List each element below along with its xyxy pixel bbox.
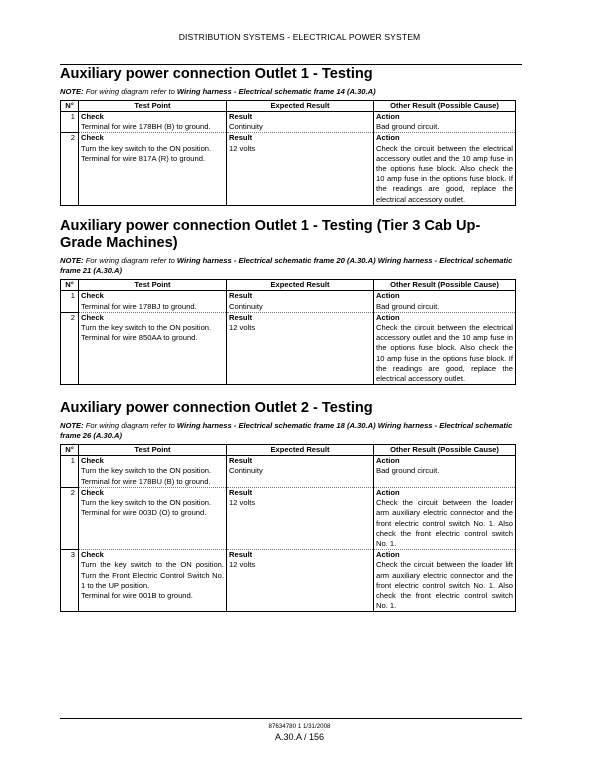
result-label: Result bbox=[229, 111, 253, 121]
test-point-text: Turn the key switch to the ON position. bbox=[81, 322, 212, 332]
section-title: Auxiliary power connection Outlet 1 - Testing bbox=[60, 66, 373, 82]
step-number: 2 bbox=[61, 133, 79, 205]
action-label: Action bbox=[376, 291, 400, 301]
test-table bbox=[60, 444, 516, 612]
action-text: Bad ground circuit. bbox=[376, 466, 440, 476]
result-label: Result bbox=[229, 312, 253, 322]
test-point-cell bbox=[79, 291, 227, 312]
table-row bbox=[61, 312, 516, 384]
other-result-cell bbox=[374, 111, 516, 132]
col-header-number: N° bbox=[61, 445, 79, 456]
table-row bbox=[61, 487, 516, 549]
section-note bbox=[60, 87, 522, 97]
result-text: 12 volts bbox=[229, 322, 256, 332]
table-row bbox=[61, 456, 516, 488]
col-header-expected-result: Expected Result bbox=[227, 100, 374, 111]
result-label: Result bbox=[229, 550, 253, 560]
test-point-text: Terminal for wire 178BH (B) to ground. bbox=[81, 122, 211, 132]
check-label: Check bbox=[81, 111, 104, 121]
action-label: Action bbox=[376, 312, 400, 322]
test-point-cell bbox=[79, 550, 227, 612]
note-reference-link[interactable]: Wiring harness - Electrical schematic frame 18 (A.30.A) Wiring harness - Electrical schematic frame 26 (A.30.A) bbox=[60, 420, 513, 440]
test-point-cell bbox=[79, 487, 227, 549]
table-header-row bbox=[61, 445, 516, 456]
action-text: Check the circuit between the loader lift arm auxiliary electric connector and the front electric control switch No. 1. Also check the front electric control switch No. 1. bbox=[376, 560, 513, 611]
section-outlet-1 bbox=[60, 66, 522, 206]
header-rule bbox=[60, 64, 522, 65]
expected-result-cell bbox=[227, 291, 374, 312]
content bbox=[60, 66, 522, 612]
col-header-test-point: Test Point bbox=[79, 445, 227, 456]
other-result-cell bbox=[374, 312, 516, 384]
other-result-cell bbox=[374, 550, 516, 612]
check-label: Check bbox=[81, 312, 104, 322]
note-reference-link[interactable]: Wiring harness - Electrical schematic frame 20 (A.30.A) Wiring harness - Electrical schematic frame 21 (A.30.A) bbox=[60, 255, 513, 275]
action-label: Action bbox=[376, 133, 400, 143]
note-label: NOTE: bbox=[60, 86, 84, 96]
result-label: Result bbox=[229, 133, 253, 143]
result-text: 12 volts bbox=[229, 560, 256, 570]
expected-result-cell bbox=[227, 456, 374, 488]
expected-result-cell bbox=[227, 550, 374, 612]
action-text: Bad ground circuit. bbox=[376, 122, 440, 132]
result-text: Continuity bbox=[229, 122, 263, 132]
footer-rule bbox=[60, 718, 522, 719]
expected-result-cell bbox=[227, 312, 374, 384]
test-point-cell bbox=[79, 111, 227, 132]
expected-result-cell bbox=[227, 487, 374, 549]
result-text: Continuity bbox=[229, 301, 263, 311]
col-header-expected-result: Expected Result bbox=[227, 280, 374, 291]
note-text: For wiring diagram refer to bbox=[85, 420, 175, 430]
footer-document-id: 87634780 1 1/31/2008 bbox=[268, 723, 331, 730]
test-point-text: Terminal for wire 817A (R) to ground. bbox=[81, 153, 206, 163]
section-note bbox=[60, 256, 522, 276]
col-header-other-result: Other Result (Possible Cause) bbox=[374, 280, 516, 291]
step-number: 1 bbox=[61, 291, 79, 312]
step-number: 1 bbox=[61, 456, 79, 488]
test-point-text: Terminal for wire 178BJ to ground. bbox=[81, 301, 197, 311]
action-label: Action bbox=[376, 456, 400, 466]
action-text: Check the circuit between the electrical accessory outlet and the 10 amp fuse in the options fuse block. Also check the 10 amp fuse in the options fuse block. If the readings are good, replace the electrical accessory outlet. bbox=[376, 322, 513, 383]
col-header-test-point: Test Point bbox=[79, 100, 227, 111]
table-row bbox=[61, 111, 516, 132]
other-result-cell bbox=[374, 456, 516, 488]
result-text: Continuity bbox=[229, 466, 263, 476]
action-label: Action bbox=[376, 487, 400, 497]
test-point-cell bbox=[79, 312, 227, 384]
col-header-test-point: Test Point bbox=[79, 280, 227, 291]
result-text: 12 volts bbox=[229, 498, 256, 508]
test-point-text: Turn the key switch to the ON position. bbox=[81, 498, 212, 508]
other-result-cell bbox=[374, 291, 516, 312]
action-label: Action bbox=[376, 550, 400, 560]
result-label: Result bbox=[229, 291, 253, 301]
test-point-text: Terminal for wire 178BU (B) to ground. bbox=[81, 476, 211, 486]
table-row bbox=[61, 550, 516, 612]
note-label: NOTE: bbox=[60, 420, 84, 430]
table-header-row bbox=[61, 280, 516, 291]
section-outlet-2 bbox=[60, 400, 522, 612]
section-outlet-1-tier3 bbox=[60, 218, 522, 385]
other-result-cell bbox=[374, 133, 516, 205]
result-text: 12 volts bbox=[229, 143, 256, 153]
step-number: 3 bbox=[61, 550, 79, 612]
check-label: Check bbox=[81, 133, 104, 143]
expected-result-cell bbox=[227, 133, 374, 205]
note-text: For wiring diagram refer to bbox=[85, 86, 175, 96]
step-number: 2 bbox=[61, 312, 79, 384]
result-label: Result bbox=[229, 487, 253, 497]
section-note bbox=[60, 421, 522, 441]
test-point-cell bbox=[79, 133, 227, 205]
other-result-cell bbox=[374, 487, 516, 549]
test-point-text: Terminal for wire 003D (O) to ground. bbox=[81, 508, 207, 518]
note-label: NOTE: bbox=[60, 255, 84, 265]
check-label: Check bbox=[81, 550, 104, 560]
footer-page-number: A.30.A / 156 bbox=[274, 732, 325, 742]
test-point-text: Turn the key switch to the ON position. bbox=[81, 466, 212, 476]
section-title: Auxiliary power connection Outlet 1 - Testing (Tier 3 Cab Up-Grade Machines) bbox=[60, 217, 481, 252]
check-label: Check bbox=[81, 456, 104, 466]
col-header-expected-result: Expected Result bbox=[227, 445, 374, 456]
check-label: Check bbox=[81, 291, 104, 301]
section-title: Auxiliary power connection Outlet 2 - Testing bbox=[60, 400, 373, 417]
col-header-other-result: Other Result (Possible Cause) bbox=[374, 445, 516, 456]
note-reference-link[interactable]: Wiring harness - Electrical schematic frame 14 (A.30.A) bbox=[176, 86, 376, 96]
check-label: Check bbox=[81, 487, 104, 497]
table-row bbox=[61, 133, 516, 205]
test-table bbox=[60, 279, 516, 385]
step-number: 1 bbox=[61, 111, 79, 132]
action-text: Check the circuit between the electrical accessory outlet and the 10 amp fuse in the options fuse block. Also check the 10 amp fuse in the options fuse block. If the readings are good, replace the electrical accessory outlet. bbox=[376, 143, 513, 204]
action-text: Bad ground circuit. bbox=[376, 301, 440, 311]
expected-result-cell bbox=[227, 111, 374, 132]
col-header-other-result: Other Result (Possible Cause) bbox=[374, 100, 516, 111]
test-point-text: Terminal for wire 850AA to ground. bbox=[81, 333, 198, 343]
note-text: For wiring diagram refer to bbox=[85, 255, 175, 265]
test-table bbox=[60, 100, 516, 206]
col-header-number: N° bbox=[61, 100, 79, 111]
test-point-text: Turn the key switch to the ON position. Turn the Front Electric Control Switch No. 1 to the UP position. bbox=[81, 560, 224, 590]
step-number: 2 bbox=[61, 487, 79, 549]
action-text: Check the circuit between the loader arm auxiliary electric connector and the front electric control switch No. 1. Also check the front electric control switch No. 1. bbox=[376, 498, 513, 548]
result-label: Result bbox=[229, 456, 253, 466]
action-label: Action bbox=[376, 111, 400, 121]
test-point-cell bbox=[79, 456, 227, 488]
table-row bbox=[61, 291, 516, 312]
col-header-number: N° bbox=[61, 280, 79, 291]
table-header-row bbox=[61, 100, 516, 111]
test-point-text: Terminal for wire 001B to ground. bbox=[81, 590, 193, 600]
test-point-text: Turn the key switch to the ON position. bbox=[81, 143, 212, 153]
page-header: DISTRIBUTION SYSTEMS - ELECTRICAL POWER SYSTEM bbox=[178, 32, 421, 42]
